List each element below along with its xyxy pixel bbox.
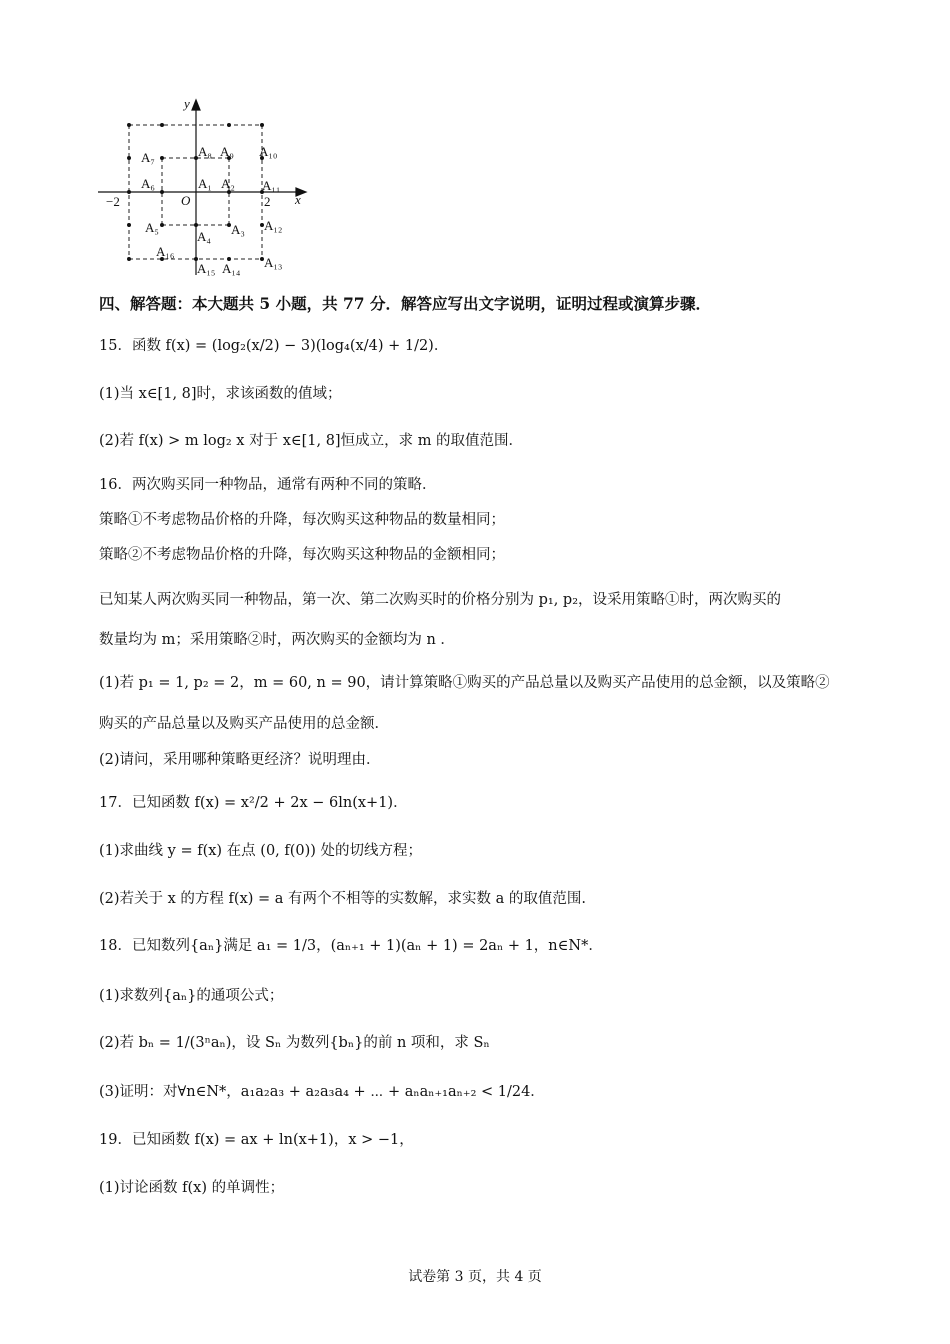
q15-part1: (1)当 x∈[1, 8]时，求该函数的值域； bbox=[99, 386, 342, 402]
tick-neg2: −2 bbox=[106, 194, 120, 209]
q19-statement: 19．已知函数 f(x) = ax + ln(x+1)，x > −1， bbox=[99, 1132, 414, 1148]
label-a9: A₉ bbox=[220, 144, 234, 159]
page-footer: 试卷第 3 页，共 4 页 bbox=[408, 1269, 542, 1285]
label-a15: A₁₅ bbox=[197, 261, 216, 276]
q16-statement: 16．两次购买同一种物品，通常有两种不同的策略． bbox=[99, 477, 437, 493]
q17-part2: (2)若关于 x 的方程 f(x) = a 有两个不相等的实数解，求实数 a 的取值范围. bbox=[99, 891, 586, 907]
q16-given-1: 已知某人两次购买同一种物品，第一次、第二次购买时的价格分别为 p₁, p₂，设采用策略①时，两次购买的 bbox=[99, 592, 782, 608]
axis-y-label: y bbox=[184, 96, 190, 111]
q15-statement: 15．函数 f(x) = (log₂(x/2) − 3)(log₄(x/4) + 1/2)． bbox=[99, 338, 449, 354]
label-a1: A₁ bbox=[198, 176, 212, 191]
label-a16: A₁₆ bbox=[156, 244, 175, 259]
label-a4: A₄ bbox=[197, 229, 211, 244]
q19-part1: (1)讨论函数 f(x) 的单调性； bbox=[99, 1180, 285, 1196]
label-a11: A₁₁ bbox=[262, 178, 281, 193]
label-a14: A₁₄ bbox=[222, 261, 241, 276]
q17-statement: 17．已知函数 f(x) = x²/2 + 2x − 6ln(x+1)． bbox=[99, 795, 408, 811]
tick-pos2: 2 bbox=[264, 194, 271, 209]
q16-part1-b: 购买的产品总量以及购买产品使用的总金额． bbox=[99, 716, 389, 732]
label-a7: A₇ bbox=[141, 150, 155, 165]
q18-part3: (3)证明：对∀n∈N*，a₁a₂a₃ + a₂a₃a₄ + ⋯ + aₙaₙ₊₁aₙ₊₂ < 1/24． bbox=[99, 1084, 545, 1100]
q18-statement: 18．已知数列{aₙ}满足 a₁ = 1/3，(aₙ₊₁ + 1)(aₙ + 1) = 2aₙ + 1，n∈N*． bbox=[99, 938, 603, 954]
q16-part1-a: (1)若 p₁ = 1, p₂ = 2，m = 60, n = 90，请计算策略①购买的产品总量以及购买产品使用的总金额，以及策略② bbox=[99, 675, 830, 691]
q17-part1: (1)求曲线 y = f(x) 在点 (0, f(0)) 处的切线方程； bbox=[99, 843, 423, 859]
q16-strategy1: 策略①不考虑物品价格的升降，每次购买这种物品的数量相同； bbox=[99, 512, 505, 528]
label-a2: A₂ bbox=[221, 176, 235, 191]
q15-part2: (2)若 f(x) > m log₂ x 对于 x∈[1, 8]恒成立，求 m 的取值范围． bbox=[99, 433, 524, 449]
label-a5: A₅ bbox=[145, 220, 159, 235]
q16-part2: (2)请问，采用哪种策略更经济？说明理由． bbox=[99, 752, 381, 768]
label-a13: A₁₃ bbox=[264, 255, 283, 270]
q16-strategy2: 策略②不考虑物品价格的升降，每次购买这种物品的金额相同； bbox=[99, 547, 505, 563]
section-heading: 四、解答题：本大题共 5 小题，共 77 分．解答应写出文字说明，证明过程或演算步骤． bbox=[99, 294, 711, 313]
label-a12: A₁₂ bbox=[264, 218, 283, 233]
lattice-figure bbox=[90, 92, 420, 292]
label-a8: A₈ bbox=[198, 144, 212, 159]
origin-label: O bbox=[181, 193, 191, 208]
axis-x-label: x bbox=[295, 192, 301, 207]
q18-part1: (1)求数列{aₙ}的通项公式； bbox=[99, 988, 284, 1004]
label-a10: A₁₀ bbox=[259, 144, 278, 159]
label-a6: A₆ bbox=[141, 176, 155, 191]
q16-given-2: 数量均为 m；采用策略②时，两次购买的金额均为 n ． bbox=[99, 632, 455, 648]
label-a3: A₃ bbox=[231, 222, 245, 237]
q18-part2: (2)若 bₙ = 1/(3ⁿaₙ)，设 Sₙ 为数列{bₙ}的前 n 项和，求 Sₙ bbox=[99, 1035, 490, 1051]
